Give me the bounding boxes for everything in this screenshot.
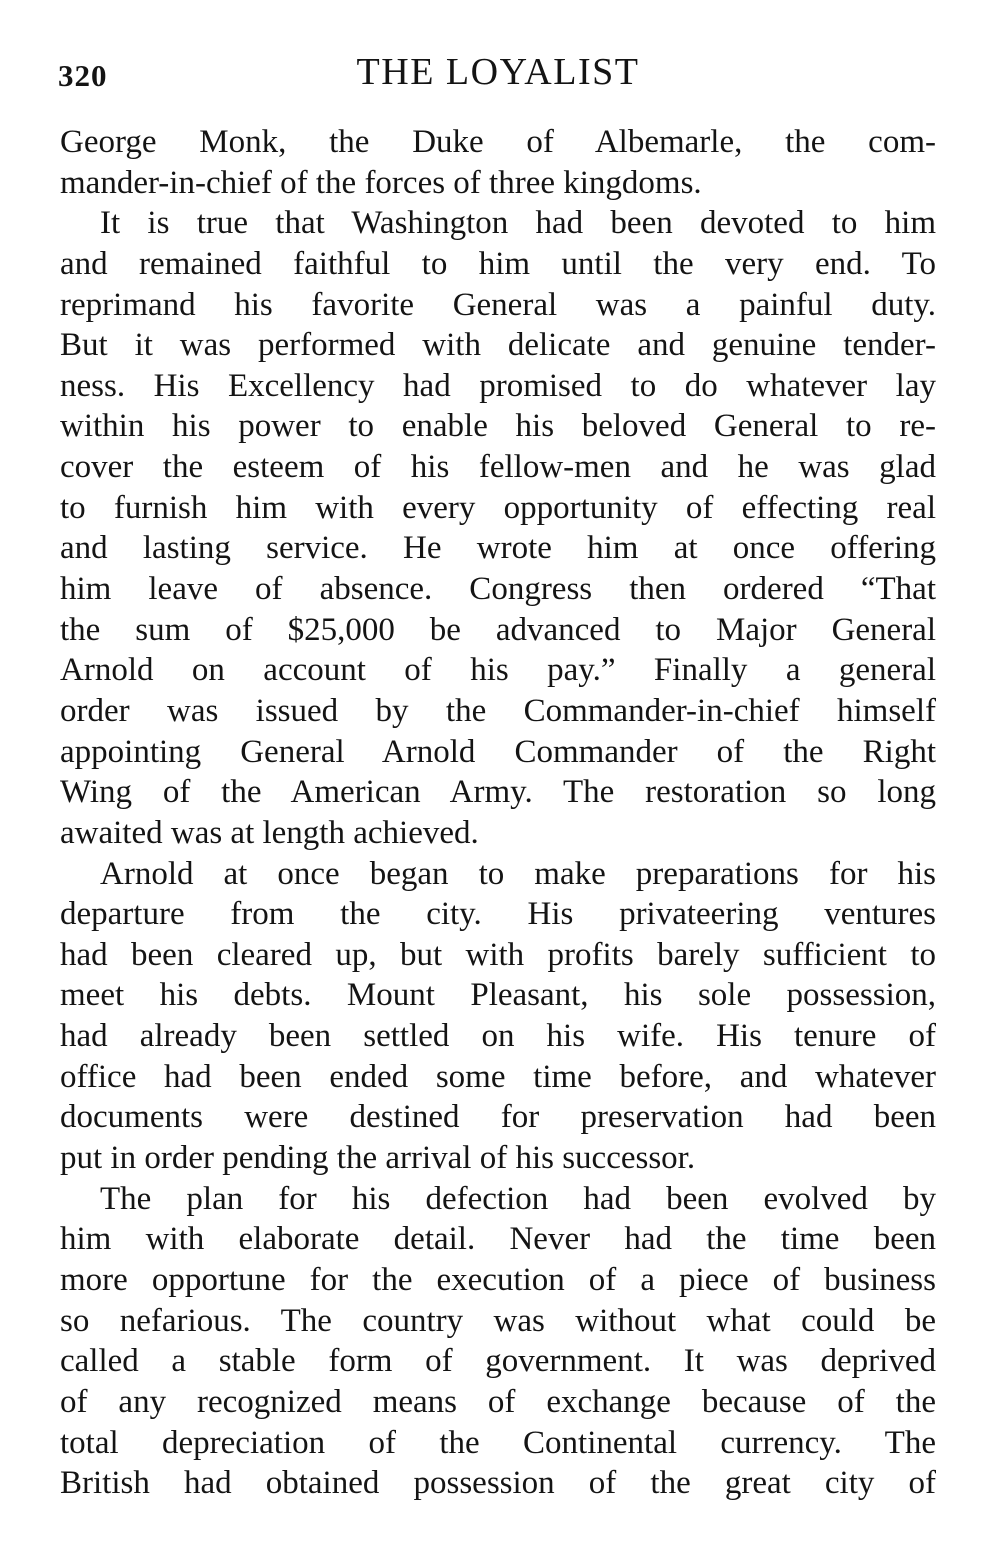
text-line: and remained faithful to him until the very end. To (60, 245, 936, 282)
text-line: and lasting service. He wrote him at once offering (60, 530, 936, 567)
running-title: THE LOYALIST (356, 51, 640, 93)
paragraph-first-line: The plan for his defection had been evolved by (100, 1180, 936, 1217)
text-line: had been cleared up, but with profits barely sufficient to (60, 936, 936, 973)
text-line: documents were destined for preservation had been (60, 1099, 936, 1136)
paragraph-first-line: It is true that Washington had been devoted to him (100, 205, 936, 242)
running-head (58, 50, 938, 100)
text-line: put in order pending the arrival of his successor. (60, 1140, 696, 1177)
text-line: him leave of absence. Congress then ordered “That (60, 571, 936, 608)
text-line: cover the esteem of his fellow-men and he was glad (60, 449, 936, 486)
text-line: order was issued by the Commander-in-chief himself (60, 692, 936, 729)
text-line: had already been settled on his wife. His tenure of (60, 1018, 936, 1055)
body-text (60, 122, 936, 1504)
text-line: departure from the city. His privateering ventures (60, 896, 936, 933)
text-line: within his power to enable his beloved General to re- (60, 408, 936, 445)
text-line: office had been ended some time before, and whatever (60, 1058, 936, 1095)
text-line: meet his debts. Mount Pleasant, his sole possession, (60, 977, 936, 1014)
text-line: called a stable form of government. It was deprived (60, 1343, 936, 1380)
text-line: total depreciation of the Continental currency. The (60, 1424, 936, 1461)
text-line: him with elaborate detail. Never had the time been (60, 1221, 936, 1258)
text-line: Wing of the American Army. The restoration so long (60, 774, 936, 811)
text-line: to furnish him with every opportunity of effecting real (60, 489, 936, 526)
text-line: more opportune for the execution of a piece of business (60, 1261, 936, 1298)
text-line: reprimand his favorite General was a painful duty. (60, 286, 936, 323)
text-line: Arnold on account of his pay.” Finally a general (60, 652, 936, 689)
text-line: appointing General Arnold Commander of the Right (60, 733, 936, 770)
text-line: mander-in-chief of the forces of three kingdoms. (60, 164, 702, 201)
paragraph-first-line: Arnold at once began to make preparations for his (100, 855, 936, 892)
text-line: so nefarious. The country was without what could be (60, 1302, 936, 1339)
text-line: awaited was at length achieved. (60, 814, 479, 851)
text-line: British had obtained possession of the great city of (60, 1465, 936, 1502)
text-line: George Monk, the Duke of Albemarle, the com- (60, 124, 936, 160)
text-line: of any recognized means of exchange because of the (60, 1383, 936, 1420)
text-line: ness. His Excellency had promised to do whatever lay (60, 367, 936, 404)
text-line: the sum of $25,000 be advanced to Major General (60, 611, 936, 648)
text-line: But it was performed with delicate and genuine tender- (60, 327, 936, 364)
page-number: 320 (58, 58, 108, 93)
